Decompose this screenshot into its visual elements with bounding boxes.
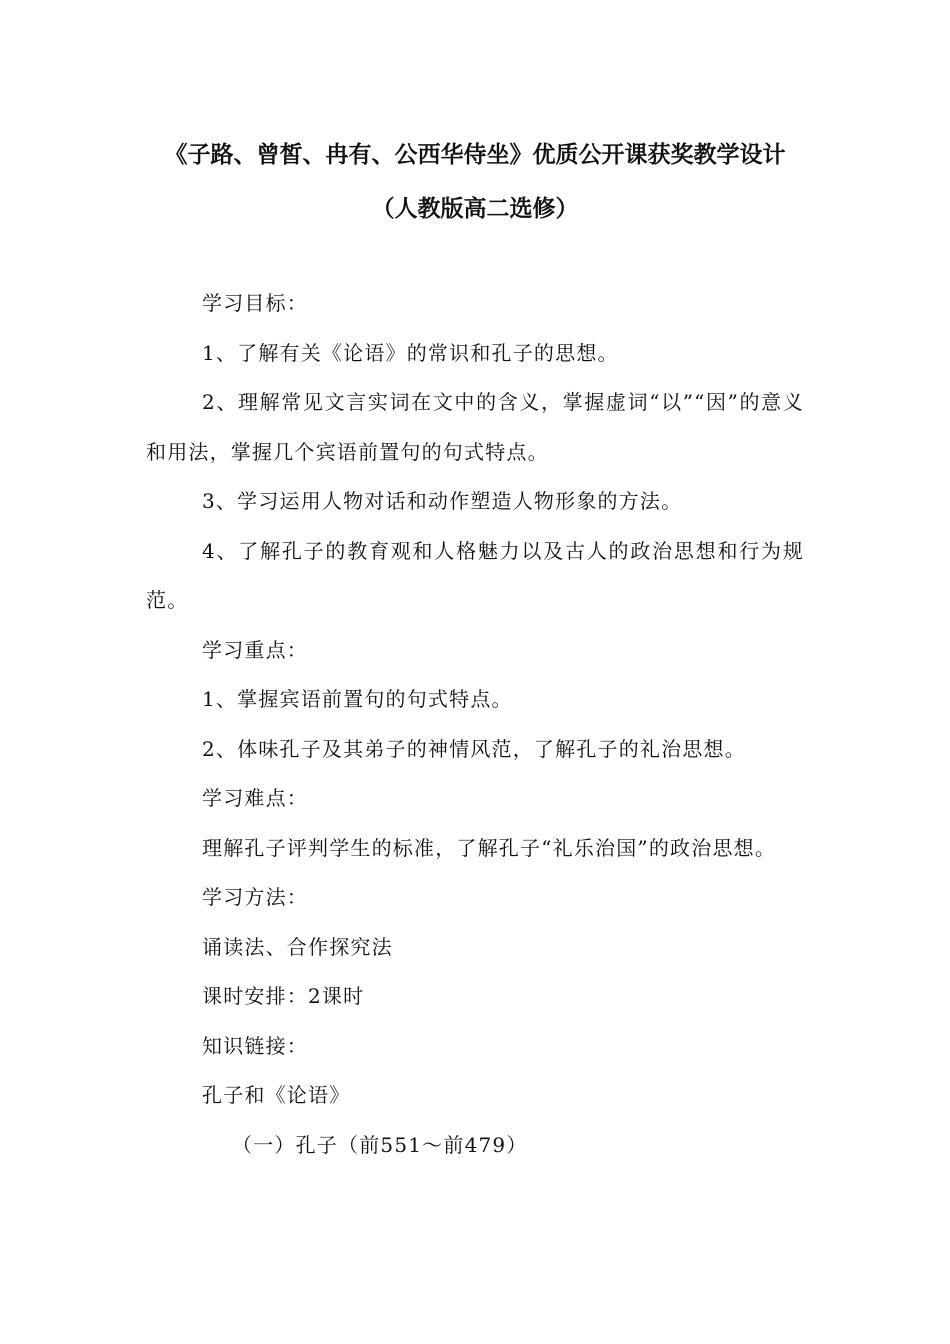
objective-item-2: 2、理解常见文言实词在文中的含义，掌握虚词“以”“因”的意义和用法，掌握几个宾语前置句的句式特点。 <box>146 390 804 464</box>
class-schedule-text: 课时安排：2课时 <box>202 984 365 1008</box>
key-point-item-2: 2、体味孔子及其弟子的神情风范，了解孔子的礼治思想。 <box>202 736 746 761</box>
heading-key-points: 学习重点： <box>202 637 308 662</box>
knowledge-link-topic: 孔子和《论语》 <box>202 1083 351 1107</box>
difficulty-text: 理解孔子评判学生的标准，了解孔子“礼乐治国”的政治思想。 <box>202 835 777 860</box>
key-point-item-1: 1、掌握宾语前置句的句式特点。 <box>202 687 513 711</box>
heading-knowledge-link: 知识链接： <box>202 1033 308 1058</box>
objective-item-1: 1、了解有关《论语》的常识和孔子的思想。 <box>202 340 619 365</box>
objective-item-4: 4、了解孔子的教育观和人格魅力以及古人的政治思想和行为规范。 <box>146 538 804 612</box>
learning-methods-text: 诵读法、合作探究法 <box>202 934 393 959</box>
heading-learning-methods: 学习方法： <box>202 885 308 909</box>
heading-difficulties: 学习难点： <box>202 786 308 810</box>
heading-learning-objectives: 学习目标： <box>202 291 308 315</box>
document-title: 《子路、曾皙、冉有、公西华侍坐》优质公开课获奖教学设计（人教版高二选修） <box>164 142 786 222</box>
document-body <box>146 279 804 1170</box>
knowledge-subsection-confucius: （一）孔子（前551～前479） <box>232 1132 528 1157</box>
objective-item-3: 3、学习运用人物对话和动作塑造人物形象的方法。 <box>202 489 683 513</box>
